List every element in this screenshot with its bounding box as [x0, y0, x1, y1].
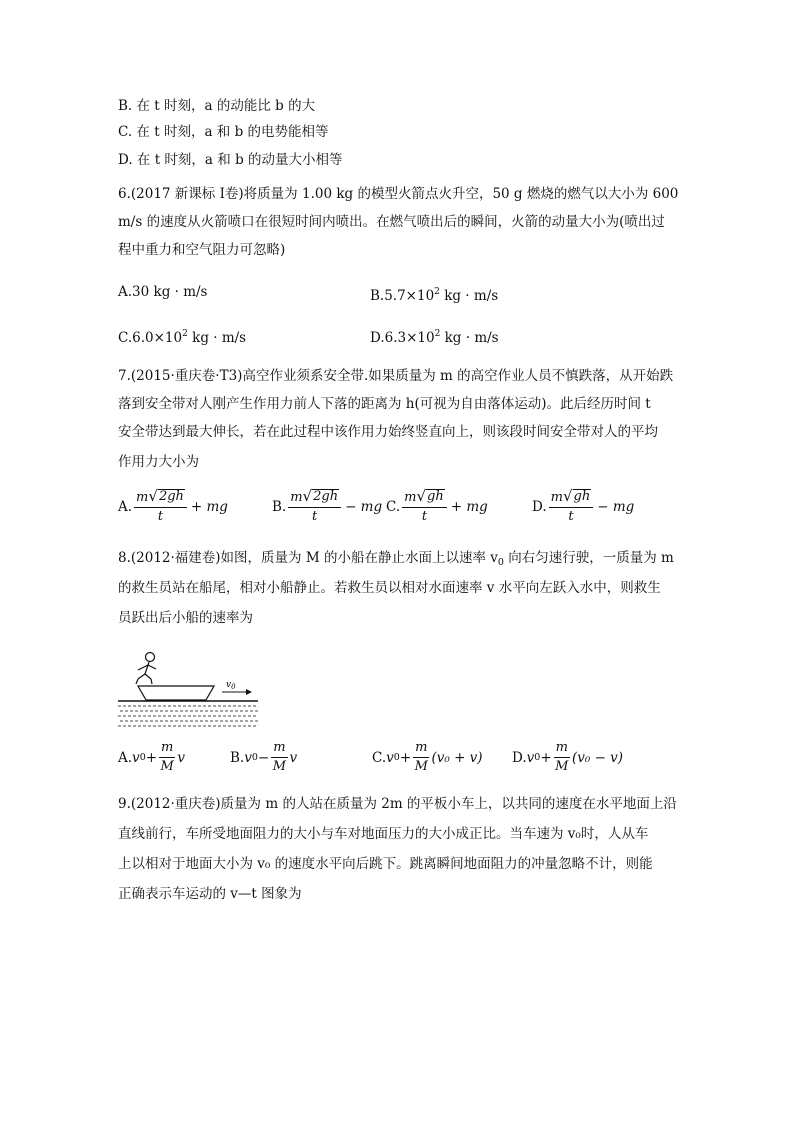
q7-option-d: D. m √ gh t − mg [532, 487, 635, 524]
q5-option-d: D. 在 t 时刻，a 和 b 的动量大小相等 [118, 152, 343, 168]
q6-stem-line3: 程中重力和空气阻力可忽略) [118, 242, 286, 258]
q6-stem-line1: 6.(2017 新课标 Ⅰ卷)将质量为 1.00 kg 的模型火箭点火升空，50 g 燃烧的燃气以大小为 600 [118, 186, 679, 202]
q8-stem-line3: 员跃出后小船的速率为 [118, 610, 253, 626]
q6-option-c: $C.6.0\times 10^2$ kg · m/s [118, 329, 247, 346]
q6-option-a: A.30 kg · m/s [118, 284, 208, 300]
q9-stem-line4: 正确表示车运动的 v—t 图象为 [118, 886, 302, 902]
q7-option-c: C. m √ gh t + mg [386, 487, 488, 524]
boat-lifeguard-figure [118, 648, 258, 730]
water-waves [118, 706, 258, 726]
q7-stem-line2: 落到安全带对人刚产生作用力前人下落的距离为 h(可视为自由落体运动)。此后经历时间 t [118, 396, 651, 412]
q6-option-d: $D.6.3\times 10^2$ kg · m/s [370, 329, 499, 346]
lifeguard-figure [136, 653, 156, 685]
boat-hull [138, 686, 214, 700]
q8-stem-line2: 的救生员站在船尾，相对小船静止。若救生员以相对水面速率 v 水平向左跃入水中，则救生 [118, 580, 661, 596]
q7-option-a: A. m √ 2gh t + mg [118, 487, 228, 524]
q8-option-c: C. v 0 + $\frac{m}{M}$ (v₀ + v) [372, 740, 483, 774]
q8-option-d: D. v 0 + $\frac{m}{M}$ (v₀ − v) [512, 740, 624, 774]
q7-stem-line4: 作用力大小为 [118, 454, 199, 470]
q5-option-c: C. 在 t 时刻，a 和 b 的电势能相等 [118, 124, 329, 140]
q7-stem-line3: 安全带达到最大伸长，若在此过程中该作用力始终竖直向上，则该段时间安全带对人的平均 [118, 424, 658, 440]
q8-stem-line1: 8.(2012·福建卷)如图，质量为 M 的小船在静止水面上以速率 $v_0$ 向右匀速行驶，一质量为 m [118, 550, 674, 568]
q6-option-b: $B.5.7\times 10^2$ kg · m/s [370, 287, 499, 304]
q7-option-b: B. m √ 2gh t − mg [272, 487, 383, 524]
q9-stem-line2: 直线前行，车所受地面阻力的大小与车对地面压力的大小成正比。当车速为 v₀时，人从车 [118, 826, 649, 842]
q7-stem-line1: 7.(2015·重庆卷·T3)高空作业须系安全带.如果质量为 m 的高空作业人员不慎跌落，从开始跌 [118, 368, 674, 384]
q8-option-b: B. v 0 − $\frac{m}{M}$ v [230, 740, 298, 774]
q8-option-a: A. v 0 + $\frac{m}{M}$ v [118, 740, 186, 774]
q6-stem-line2: m/s 的速度从火箭喷口在很短时间内喷出。在燃气喷出后的瞬间，火箭的动量大小为(喷出过 [118, 214, 665, 230]
q9-stem-line1: 9.(2012·重庆卷)质量为 m 的人站在质量为 2m 的平板小车上，以共同的速度在水平地面上沿 [118, 796, 677, 812]
q9-stem-line3: 上以相对于地面大小为 v₀ 的速度水平向后跳下。跳离瞬间地面阻力的冲量忽略不计，则能 [118, 856, 653, 872]
velocity-label: $v_0$ [226, 680, 236, 691]
q5-option-b: B. 在 t 时刻，a 的动能比 b 的大 [118, 98, 316, 114]
